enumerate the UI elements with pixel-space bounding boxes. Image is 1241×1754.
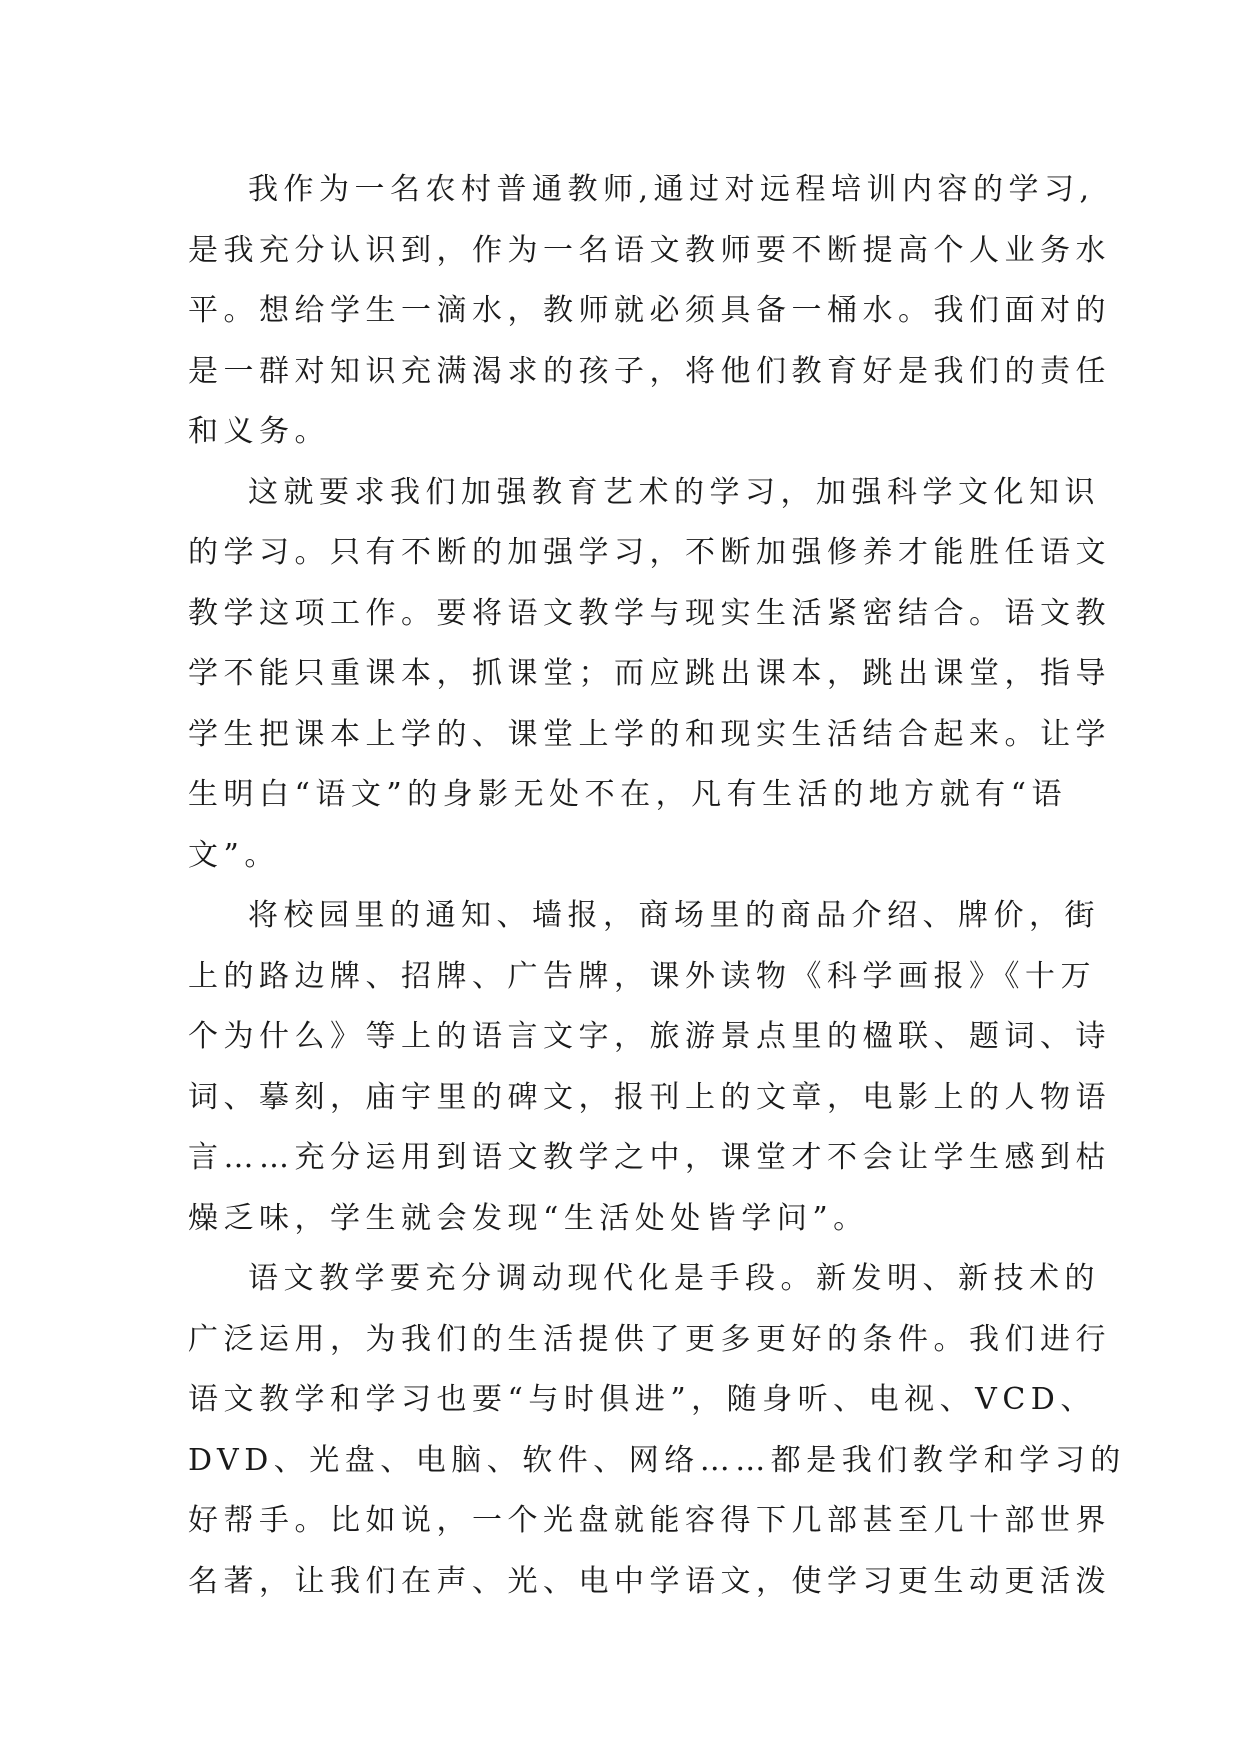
text-line: 言……充分运用到语文教学之中，课堂才不会让学生感到枯 [188,1140,1111,1175]
text-line: 个为什么》等上的语言文字，旅游景点里的楹联、题词、诗 [188,1019,1111,1054]
text-line: 学生把课本上学的、课堂上学的和现实生活结合起来。让学 [188,716,1111,752]
text-line: 学不能只重课本，抓课堂；而应跳出课本，跳出课堂，指导 [188,656,1111,691]
text-line: 我作为一名农村普通教师,通过对远程培训内容的学习, [248,172,1095,207]
text-line: 这就要求我们加强教育艺术的学习，加强科学文化知识 [248,474,1100,510]
text-line: 和义务。 [188,414,330,449]
text-line: 将校园里的通知、墙报，商场里的商品介绍、牌价，街 [248,898,1100,933]
text-line: 好帮手。比如说，一个光盘就能容得下几部甚至几十部世界 [188,1503,1111,1538]
text-line: 生明白“语文”的身影无处不在，凡有生活的地方就有“语 [188,777,1068,812]
text-line: 教学这项工作。要将语文教学与现实生活紧密结合。语文教 [188,595,1111,631]
text-line: 语文教学和学习也要“与时俱进”，随身听、电视、VCD、 [188,1382,1096,1417]
text-line: 名著，让我们在声、光、电中学语文，使学习更生动更活泼 [188,1563,1111,1599]
document-body [188,160,1126,1612]
paragraph-1 [188,160,1111,463]
paragraph-3 [188,886,1111,1249]
text-line: 文”。 [188,837,280,873]
text-line: DVD、光盘、电脑、软件、网络……都是我们教学和学习的 [188,1442,1126,1478]
text-line: 平。想给学生一滴水，教师就必须具备一桶水。我们面对的 [188,293,1111,328]
paragraph-2 [188,463,1111,887]
text-line: 是一群对知识充满渴求的孩子，将他们教育好是我们的责任 [188,353,1111,389]
text-line: 广泛运用，为我们的生活提供了更多更好的条件。我们进行 [188,1321,1111,1357]
text-line: 燥乏味，学生就会发现“生活处处皆学问”。 [188,1200,869,1236]
text-line: 语文教学要充分调动现代化是手段。新发明、新技术的 [248,1261,1100,1296]
text-line: 词、摹刻，庙宇里的碑文，报刊上的文章，电影上的人物语 [188,1079,1111,1115]
text-line: 的学习。只有不断的加强学习，不断加强修养才能胜任语文 [188,535,1111,570]
text-line: 上的路边牌、招牌、广告牌，课外读物《科学画报》《十万 [188,958,1096,994]
paragraph-4 [188,1249,1126,1612]
text-line: 是我充分认识到，作为一名语文教师要不断提高个人业务水 [188,232,1111,268]
